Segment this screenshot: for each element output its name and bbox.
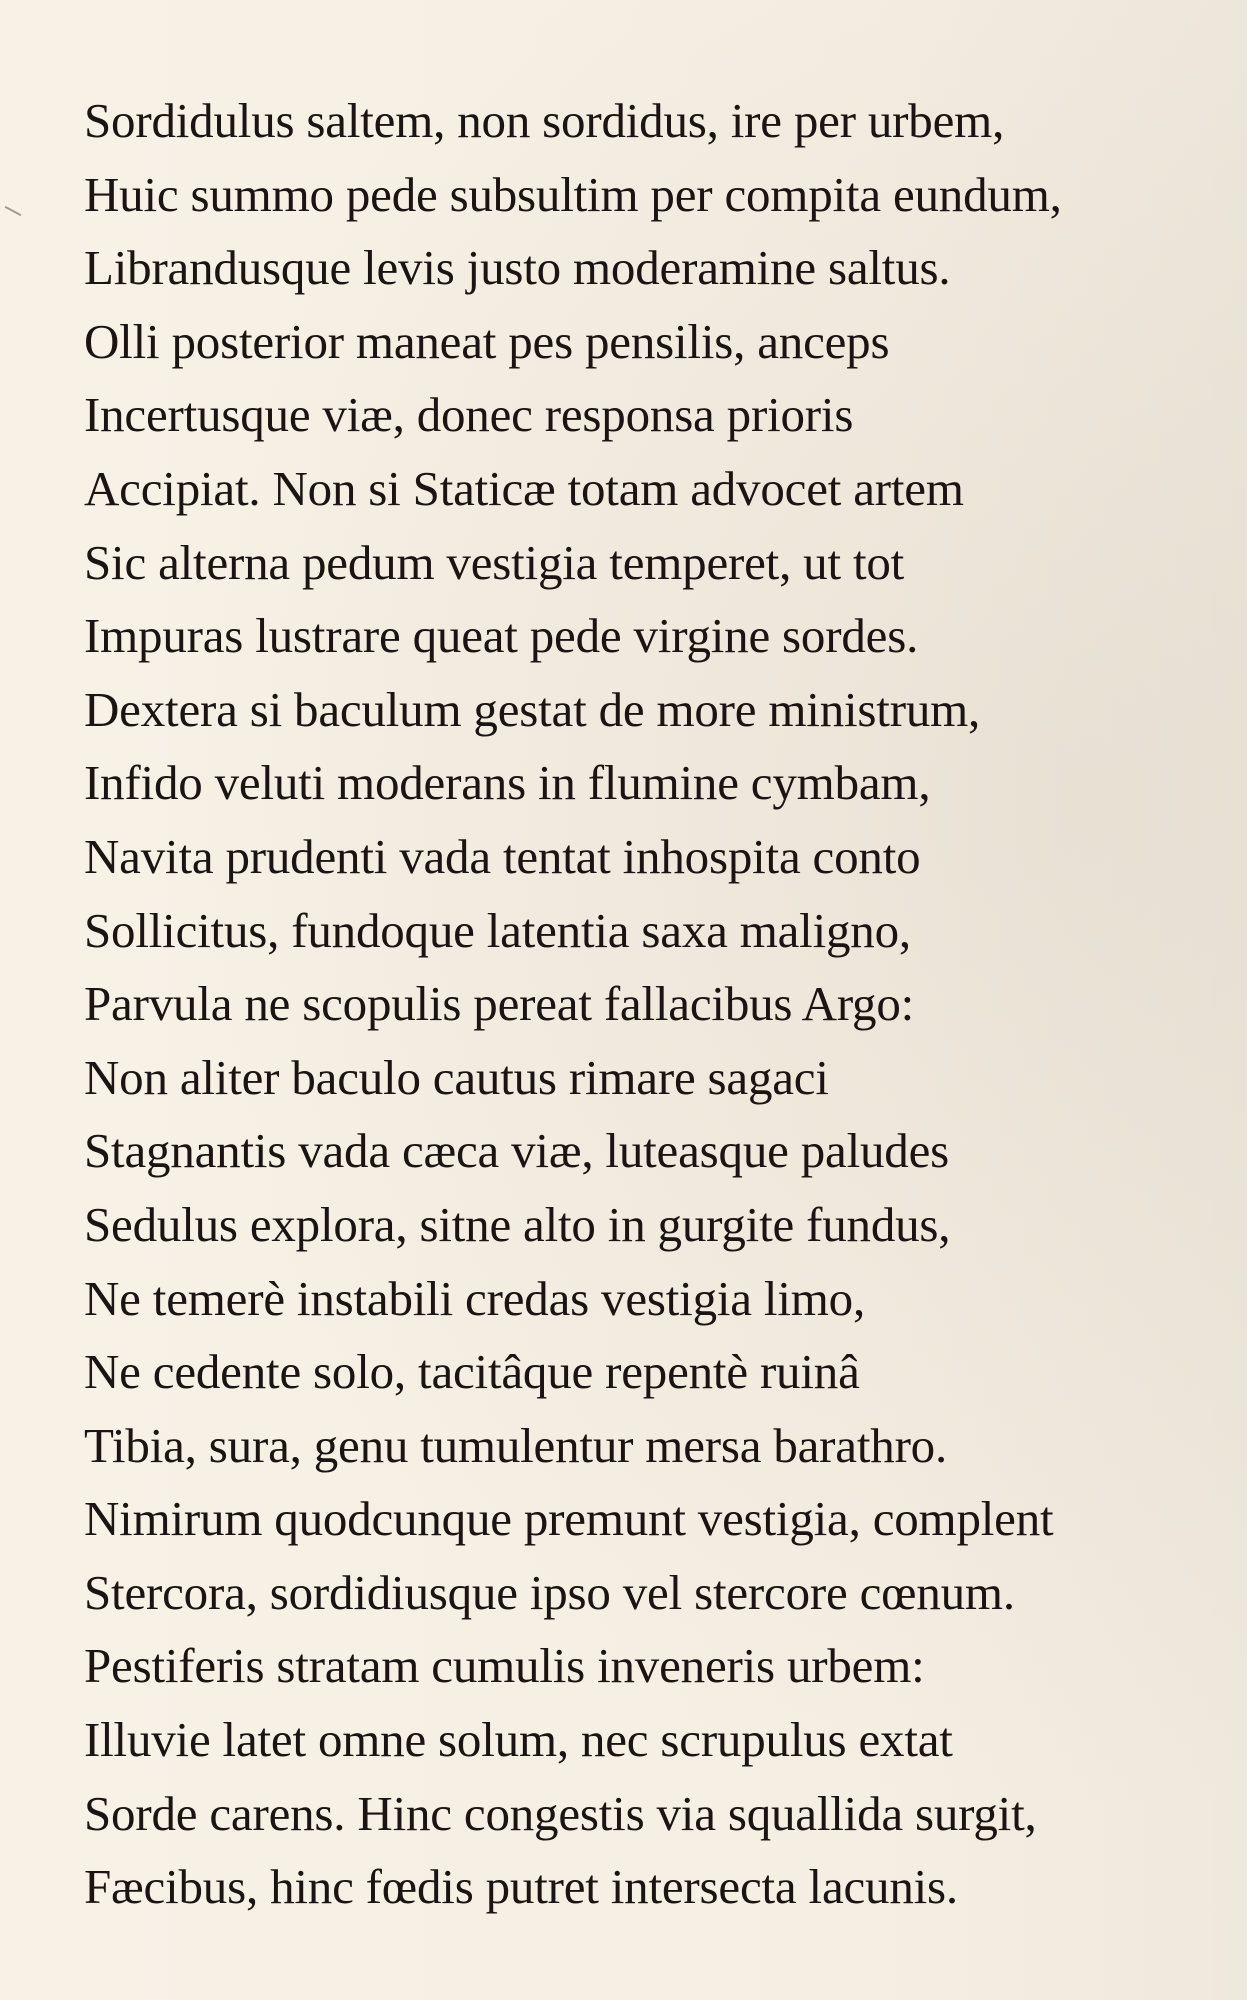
poem bbox=[84, 84, 1204, 1924]
margin-mark bbox=[5, 206, 22, 216]
verse-line: Parvula ne scopulis pereat fallacibus Argo: bbox=[84, 976, 915, 1032]
verse-line: Huic summo pede subsultim per compita eundum, bbox=[84, 166, 1062, 222]
verse-line: Sorde carens. Hinc congestis via squallida surgit, bbox=[84, 1785, 1037, 1841]
verse-line: Incertusque viæ, donec responsa prioris bbox=[84, 387, 854, 443]
verse-line: Stercora, sordidiusque ipso vel stercore cœnum. bbox=[84, 1564, 1015, 1620]
verse-line: Tibia, sura, genu tumulentur mersa barathro. bbox=[84, 1417, 948, 1473]
verse-line: Sollicitus, fundoque latentia saxa maligno, bbox=[84, 902, 911, 958]
verse-line: Non aliter baculo cautus rimare sagaci bbox=[84, 1049, 829, 1105]
verse-line: Pestiferis stratam cumulis inveneris urbem: bbox=[84, 1638, 925, 1694]
verse-line: Sic alterna pedum vestigia temperet, ut tot bbox=[84, 534, 905, 590]
verse-line: Olli posterior maneat pes pensilis, anceps bbox=[84, 313, 890, 369]
verse-line: Dextera si baculum gestat de more ministrum, bbox=[84, 681, 981, 737]
verse-line: Librandusque levis justo moderamine saltus. bbox=[84, 240, 951, 296]
verse-line: Nimirum quodcunque premunt vestigia, complent bbox=[84, 1491, 1054, 1547]
verse-line: Ne temerè instabili credas vestigia limo, bbox=[84, 1270, 865, 1326]
verse-line: Accipiat. Non si Staticæ totam advocet artem bbox=[84, 460, 964, 516]
verse-line: Ne cedente solo, tacitâque repentè ruinâ bbox=[84, 1344, 860, 1400]
verse-line: Sedulus explora, sitne alto in gurgite fundus, bbox=[84, 1196, 951, 1252]
verse-line: Stagnantis vada cæca viæ, luteasque paludes bbox=[84, 1123, 950, 1179]
verse-line: Infido veluti moderans in flumine cymbam, bbox=[84, 755, 931, 811]
verse-line: Navita prudenti vada tentat inhospita conto bbox=[84, 828, 921, 884]
verse-line: Impuras lustrare queat pede virgine sordes. bbox=[84, 608, 919, 664]
verse-line: Illuvie latet omne solum, nec scrupulus extat bbox=[84, 1712, 953, 1768]
verse-line: Sordidulus saltem, non sordidus, ire per urbem, bbox=[84, 93, 1005, 148]
verse-line: Fæcibus, hinc fœdis putret intersecta lacunis. bbox=[84, 1859, 958, 1915]
